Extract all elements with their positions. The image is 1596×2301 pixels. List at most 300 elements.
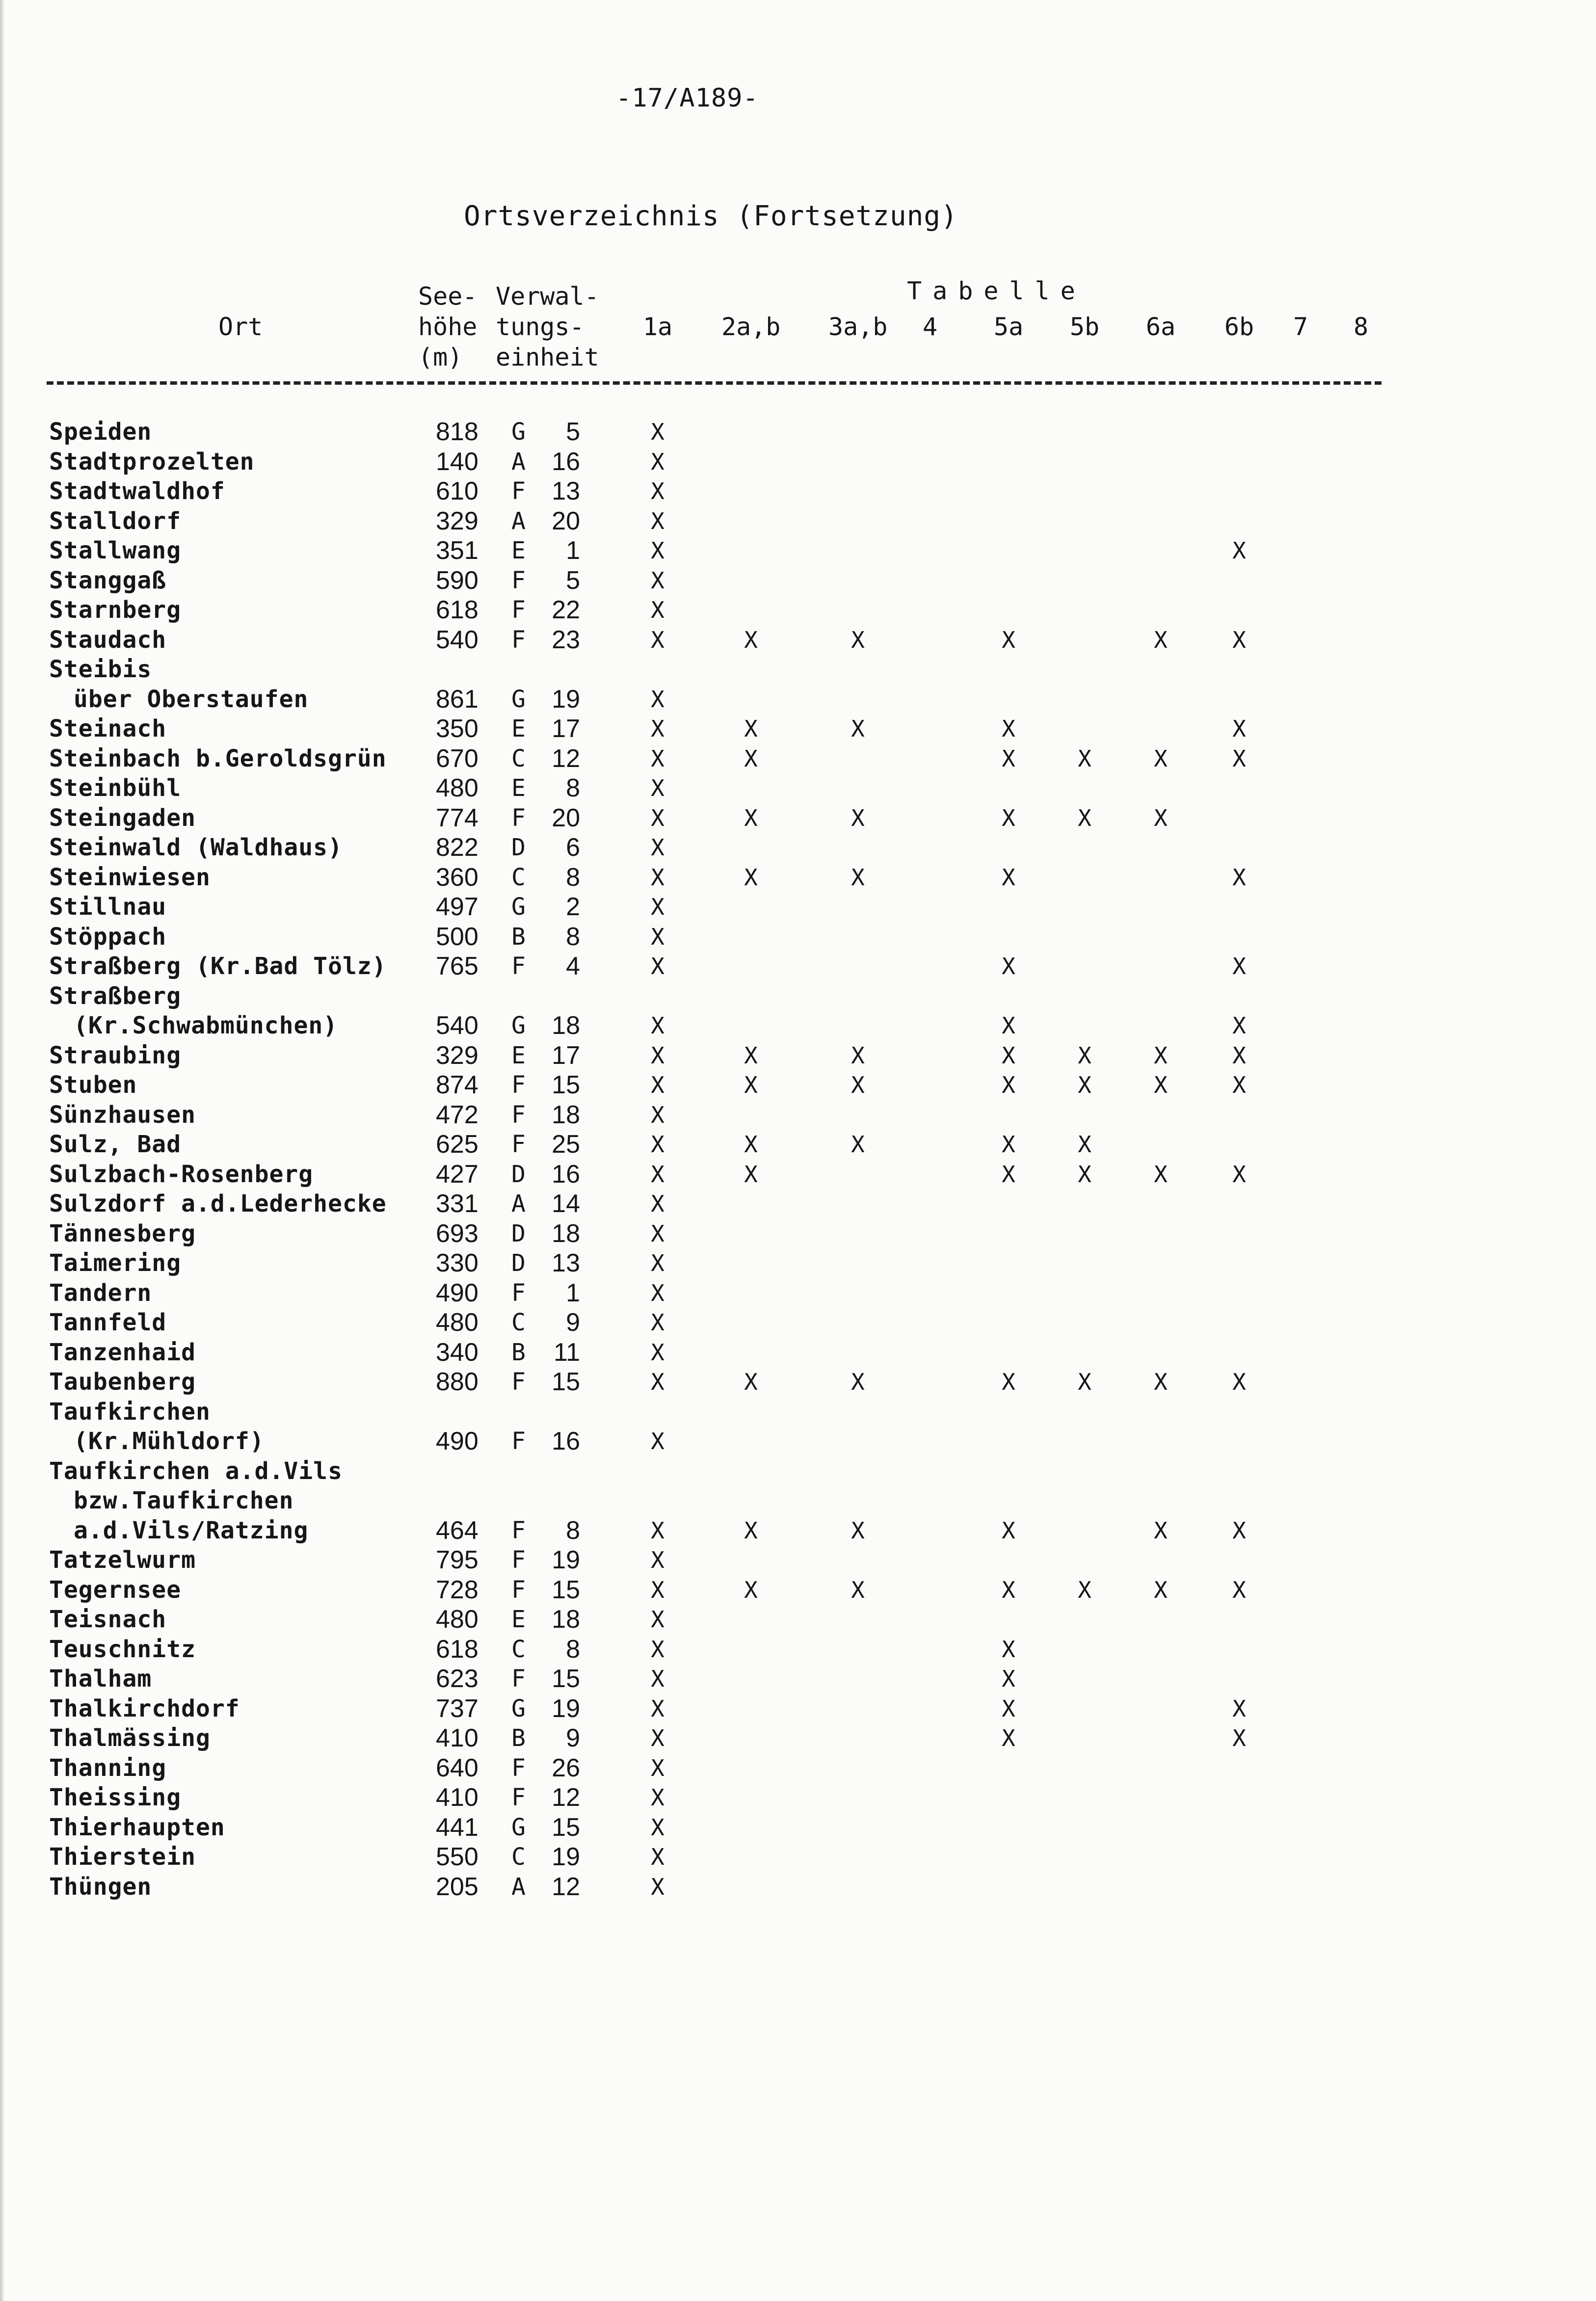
elevation: 590	[436, 566, 479, 595]
elevation: 818	[436, 418, 479, 446]
elevation: 360	[436, 863, 479, 892]
elevation: 427	[436, 1160, 479, 1189]
table-mark-5a: X	[1002, 1012, 1015, 1039]
place-name: Tanzenhaid	[49, 1339, 196, 1366]
place-name: Steibis	[49, 656, 152, 683]
elevation: 822	[436, 833, 479, 862]
admin-number: 16	[552, 1427, 580, 1455]
admin-number: 12	[552, 1783, 580, 1812]
admin-number: 20	[552, 804, 580, 832]
admin-letter: F	[511, 1665, 526, 1693]
admin-number: 12	[552, 744, 580, 773]
table-row	[0, 922, 1596, 952]
admin-number: 23	[552, 626, 580, 654]
admin-letter: C	[511, 1309, 526, 1336]
elevation: 331	[436, 1190, 479, 1218]
table-mark-2ab: X	[744, 1517, 758, 1544]
admin-number: 9	[566, 1724, 580, 1752]
table-row	[0, 1041, 1596, 1070]
table-row	[0, 655, 1596, 684]
table-row	[0, 1278, 1596, 1308]
table-mark-5b: X	[1078, 1369, 1091, 1395]
admin-number: 8	[566, 774, 580, 802]
place-name: Steinach	[49, 715, 167, 742]
table-mark-1a: X	[651, 567, 665, 594]
place-name: Stillnau	[49, 893, 167, 921]
table-mark-6b: X	[1232, 1517, 1246, 1544]
admin-letter: D	[511, 1220, 526, 1247]
table-row	[0, 1635, 1596, 1664]
table-mark-3ab: X	[851, 1072, 865, 1098]
table-mark-5a: X	[1002, 1725, 1015, 1751]
table-row	[0, 1248, 1596, 1278]
table-mark-3ab: X	[851, 1577, 865, 1603]
place-name: Theissing	[49, 1784, 182, 1811]
admin-number: 8	[566, 1635, 580, 1664]
table-row	[0, 1694, 1596, 1723]
elevation: 728	[436, 1576, 479, 1604]
elevation: 880	[436, 1368, 479, 1396]
elevation: 480	[436, 1308, 479, 1337]
table-mark-2ab: X	[744, 805, 758, 831]
table-mark-1a: X	[651, 597, 665, 623]
table-mark-1a: X	[651, 1844, 665, 1870]
elevation: 765	[436, 952, 479, 980]
place-name: Stuben	[49, 1071, 137, 1099]
table-row	[0, 1100, 1596, 1130]
table-mark-1a: X	[651, 1814, 665, 1841]
place-name: Straßberg (Kr.Bad Tölz)	[49, 952, 387, 980]
place-name: Sulzbach-Rosenberg	[49, 1161, 314, 1188]
column-header: 8	[1353, 313, 1369, 341]
table-mark-6b: X	[1232, 715, 1246, 742]
admin-letter: A	[511, 1873, 526, 1901]
place-name: Taufkirchen a.d.Vils	[49, 1457, 343, 1485]
admin-letter: F	[511, 626, 526, 654]
table-row	[0, 1070, 1596, 1100]
elevation: 861	[436, 685, 479, 714]
admin-number: 17	[552, 1041, 580, 1070]
table-mark-1a: X	[651, 1517, 665, 1544]
table-mark-1a: X	[651, 478, 665, 504]
admin-number: 8	[566, 1516, 580, 1545]
table-row	[0, 1783, 1596, 1812]
elevation: 550	[436, 1843, 479, 1871]
table-mark-6a: X	[1154, 745, 1168, 772]
admin-number: 15	[552, 1368, 580, 1396]
admin-letter: F	[511, 1279, 526, 1307]
table-row	[0, 1486, 1596, 1515]
admin-letter: F	[511, 804, 526, 832]
place-name: Stalldorf	[49, 507, 182, 535]
table-mark-3ab: X	[851, 864, 865, 891]
admin-letter: F	[511, 567, 526, 594]
elevation: 774	[436, 804, 479, 832]
table-mark-1a: X	[651, 1250, 665, 1276]
table-row	[0, 952, 1596, 981]
elevation: 350	[436, 714, 479, 743]
table-mark-2ab: X	[744, 864, 758, 891]
table-row	[0, 476, 1596, 506]
table-mark-1a: X	[651, 715, 665, 742]
table-mark-5a: X	[1002, 1042, 1015, 1069]
admin-number: 9	[566, 1308, 580, 1337]
table-mark-2ab: X	[744, 1072, 758, 1098]
table-row	[0, 1723, 1596, 1753]
place-name: Straubing	[49, 1042, 182, 1069]
admin-letter: F	[511, 1131, 526, 1158]
table-row	[0, 1605, 1596, 1634]
table-row	[0, 1545, 1596, 1575]
admin-letter: F	[511, 1754, 526, 1782]
elevation: 329	[436, 507, 479, 535]
table-row	[0, 803, 1596, 833]
table-row	[0, 1813, 1596, 1842]
elevation: 464	[436, 1516, 479, 1545]
table-mark-6b: X	[1232, 953, 1246, 979]
table-mark-1a: X	[651, 1874, 665, 1900]
table-row	[0, 863, 1596, 892]
table-mark-5a: X	[1002, 745, 1015, 772]
table-row	[0, 506, 1596, 536]
elevation: 540	[436, 626, 479, 654]
table-mark-6b: X	[1232, 864, 1246, 891]
admin-letter: C	[511, 1636, 526, 1663]
admin-letter: E	[511, 1606, 526, 1633]
place-name: Steinwald (Waldhaus)	[49, 834, 343, 861]
admin-letter: F	[511, 1428, 526, 1455]
table-row	[0, 447, 1596, 476]
column-header: 6b	[1224, 313, 1254, 341]
admin-letter: G	[511, 1814, 526, 1841]
table-row	[0, 981, 1596, 1011]
elevation: 625	[436, 1130, 479, 1159]
table-mark-1a: X	[651, 834, 665, 861]
elevation: 480	[436, 1605, 479, 1634]
table-mark-1a: X	[651, 508, 665, 534]
admin-number: 15	[552, 1071, 580, 1099]
table-mark-1a: X	[651, 1220, 665, 1247]
table-mark-6a: X	[1154, 1161, 1168, 1188]
table-mark-2ab: X	[744, 715, 758, 742]
table-mark-1a: X	[651, 1606, 665, 1633]
table-mark-5a: X	[1002, 1666, 1015, 1692]
table-mark-1a: X	[651, 1547, 665, 1573]
elevation: 410	[436, 1724, 479, 1752]
table-mark-3ab: X	[851, 1042, 865, 1069]
admin-letter: F	[511, 1368, 526, 1396]
table-row	[0, 1753, 1596, 1783]
place-name: (Kr.Mühldorf)	[74, 1428, 265, 1455]
admin-letter: C	[511, 864, 526, 891]
admin-letter: B	[511, 923, 526, 951]
table-row	[0, 1575, 1596, 1605]
column-header: 7	[1293, 313, 1308, 341]
elevation: 351	[436, 536, 479, 565]
place-name: Taufkirchen	[49, 1398, 211, 1426]
place-name: bzw.Taufkirchen	[74, 1487, 294, 1514]
table-mark-5a: X	[1002, 805, 1015, 831]
admin-number: 1	[566, 1279, 580, 1307]
elevation: 500	[436, 923, 479, 951]
admin-number: 13	[552, 1249, 580, 1277]
table-mark-5b: X	[1078, 1072, 1091, 1098]
place-name: Straßberg	[49, 982, 182, 1010]
admin-letter: G	[511, 893, 526, 921]
admin-letter: A	[511, 1190, 526, 1217]
admin-number: 19	[552, 685, 580, 714]
table-mark-1a: X	[651, 1636, 665, 1663]
admin-number: 17	[552, 714, 580, 743]
table-mark-2ab: X	[744, 1161, 758, 1188]
table-row	[0, 892, 1596, 922]
place-name: Thierhaupten	[49, 1814, 225, 1841]
elevation: 330	[436, 1249, 479, 1277]
admin-number: 19	[552, 1546, 580, 1574]
place-name: Thalkirchdorf	[49, 1695, 240, 1722]
table-mark-6b: X	[1232, 1161, 1246, 1188]
admin-letter: F	[511, 1101, 526, 1129]
admin-letter: D	[511, 834, 526, 861]
table-mark-1a: X	[651, 864, 665, 891]
table-mark-1a: X	[651, 1309, 665, 1336]
table-mark-1a: X	[651, 1666, 665, 1692]
elevation: 480	[436, 774, 479, 802]
column-header: 5b	[1069, 313, 1100, 341]
admin-letter: B	[511, 1339, 526, 1366]
admin-letter: F	[511, 1546, 526, 1574]
admin-number: 18	[552, 1219, 580, 1248]
elevation: 490	[436, 1427, 479, 1455]
table-mark-3ab: X	[851, 715, 865, 742]
table-mark-6b: X	[1232, 1695, 1246, 1722]
table-mark-6a: X	[1154, 1042, 1168, 1069]
table-mark-2ab: X	[744, 1131, 758, 1158]
admin-number: 26	[552, 1754, 580, 1782]
elevation: 737	[436, 1694, 479, 1723]
place-name: Thüngen	[49, 1873, 152, 1901]
place-name: Tegernsee	[49, 1576, 182, 1604]
place-name: (Kr.Schwabmünchen)	[74, 1012, 338, 1039]
place-name: Thierstein	[49, 1843, 196, 1871]
column-header: 6a	[1145, 313, 1176, 341]
table-mark-6b: X	[1232, 1042, 1246, 1069]
table-mark-5a: X	[1002, 1636, 1015, 1663]
admin-number: 16	[552, 1160, 580, 1189]
elevation: 693	[436, 1219, 479, 1248]
table-mark-5a: X	[1002, 1131, 1015, 1158]
table-row	[0, 833, 1596, 862]
elevation: 540	[436, 1011, 479, 1040]
elevation: 618	[436, 1635, 479, 1664]
table-mark-1a: X	[651, 537, 665, 564]
table-mark-5a: X	[1002, 715, 1015, 742]
place-name: Taubenberg	[49, 1368, 196, 1396]
table-mark-6b: X	[1232, 745, 1246, 772]
table-mark-1a: X	[651, 1577, 665, 1603]
table-mark-1a: X	[651, 1784, 665, 1811]
table-row	[0, 685, 1596, 714]
admin-letter: B	[511, 1724, 526, 1752]
table-mark-1a: X	[651, 894, 665, 920]
table-mark-6b: X	[1232, 1072, 1246, 1098]
admin-number: 6	[566, 833, 580, 862]
table-row	[0, 566, 1596, 595]
place-name: Thalmässing	[49, 1724, 211, 1752]
admin-letter: D	[511, 1249, 526, 1277]
table-row	[0, 1189, 1596, 1218]
table-mark-3ab: X	[851, 1517, 865, 1544]
place-name: Tannfeld	[49, 1309, 167, 1336]
table-mark-2ab: X	[744, 1577, 758, 1603]
place-name: Stadtwaldhof	[49, 477, 225, 505]
table-mark-5b: X	[1078, 1042, 1091, 1069]
table-row	[0, 1842, 1596, 1872]
admin-number: 2	[566, 893, 580, 921]
table-mark-6a: X	[1154, 1072, 1168, 1098]
table-mark-2ab: X	[744, 1042, 758, 1069]
admin-number: 22	[552, 596, 580, 624]
table-mark-1a: X	[651, 924, 665, 950]
table-mark-6a: X	[1154, 805, 1168, 831]
admin-letter: F	[511, 1784, 526, 1811]
admin-number: 8	[566, 923, 580, 951]
admin-letter: F	[511, 952, 526, 980]
header-seehoehe: See- höhe (m)	[418, 282, 478, 371]
elevation: 610	[436, 477, 479, 505]
elevation: 640	[436, 1754, 479, 1782]
place-name: Taimering	[49, 1249, 182, 1277]
table-row	[0, 1516, 1596, 1545]
place-name: Steinbühl	[49, 774, 182, 802]
place-name: Thanning	[49, 1754, 167, 1782]
admin-number: 8	[566, 863, 580, 892]
place-name: Sünzhausen	[49, 1101, 196, 1129]
place-name: Tännesberg	[49, 1220, 196, 1247]
table-mark-1a: X	[651, 805, 665, 831]
admin-number: 19	[552, 1843, 580, 1871]
place-name: Steinwiesen	[49, 864, 211, 891]
elevation: 497	[436, 893, 479, 921]
table-row	[0, 417, 1596, 447]
table-row	[0, 625, 1596, 655]
table-mark-1a: X	[651, 1042, 665, 1069]
admin-letter: A	[511, 448, 526, 476]
table-mark-6a: X	[1154, 1517, 1168, 1544]
table-mark-6a: X	[1154, 1577, 1168, 1603]
elevation: 140	[436, 448, 479, 476]
table-mark-5a: X	[1002, 1369, 1015, 1395]
elevation: 205	[436, 1873, 479, 1901]
place-name: Thalham	[49, 1665, 152, 1693]
elevation: 441	[436, 1813, 479, 1842]
admin-number: 25	[552, 1130, 580, 1159]
table-row	[0, 1397, 1596, 1427]
table-mark-5a: X	[1002, 1072, 1015, 1098]
admin-letter: C	[511, 745, 526, 772]
elevation: 410	[436, 1783, 479, 1812]
table-row	[0, 1219, 1596, 1248]
table-row	[0, 714, 1596, 743]
admin-letter: F	[511, 1576, 526, 1604]
place-name: Tatzelwurm	[49, 1546, 196, 1574]
table-row	[0, 1011, 1596, 1040]
elevation: 623	[436, 1665, 479, 1693]
table-mark-5b: X	[1078, 1131, 1091, 1158]
table-mark-1a: X	[651, 1725, 665, 1751]
table-mark-5b: X	[1078, 1577, 1091, 1603]
page-number: -17/A189-	[616, 83, 759, 113]
elevation: 340	[436, 1338, 479, 1367]
place-name: Stanggaß	[49, 567, 167, 594]
elevation: 874	[436, 1071, 479, 1099]
admin-number: 14	[552, 1190, 580, 1218]
table-mark-1a: X	[651, 1190, 665, 1217]
table-mark-1a: X	[651, 1280, 665, 1306]
place-name: Stöppach	[49, 923, 167, 951]
place-name: Speiden	[49, 418, 152, 446]
table-mark-1a: X	[651, 1072, 665, 1098]
elevation: 329	[436, 1041, 479, 1070]
table-mark-5a: X	[1002, 953, 1015, 979]
table-row	[0, 773, 1596, 803]
table-mark-2ab: X	[744, 627, 758, 653]
table-mark-2ab: X	[744, 745, 758, 772]
admin-letter: F	[511, 477, 526, 505]
table-row	[0, 1427, 1596, 1456]
table-mark-1a: X	[651, 1102, 665, 1128]
place-name: Tandern	[49, 1279, 152, 1307]
table-mark-3ab: X	[851, 805, 865, 831]
header-verwaltungseinheit: Verwal- tungs- einheit	[496, 282, 599, 371]
table-mark-1a: X	[651, 1695, 665, 1722]
admin-letter: A	[511, 507, 526, 535]
table-row	[0, 1664, 1596, 1693]
table-mark-3ab: X	[851, 1369, 865, 1395]
table-mark-1a: X	[651, 1369, 665, 1395]
header-ort: Ort	[218, 313, 263, 341]
table-mark-5a: X	[1002, 1517, 1015, 1544]
table-row	[0, 744, 1596, 773]
admin-letter: G	[511, 686, 526, 713]
admin-number: 4	[566, 952, 580, 980]
admin-number: 18	[552, 1605, 580, 1634]
table-mark-1a: X	[651, 1161, 665, 1188]
table-mark-1a: X	[651, 1428, 665, 1455]
admin-number: 5	[566, 566, 580, 595]
admin-number: 12	[552, 1873, 580, 1901]
table-row	[0, 1160, 1596, 1189]
place-name: Steingaden	[49, 804, 196, 832]
table-row	[0, 595, 1596, 625]
table-row	[0, 1130, 1596, 1159]
admin-letter: F	[511, 596, 526, 624]
table-mark-6b: X	[1232, 1577, 1246, 1603]
admin-number: 16	[552, 448, 580, 476]
table-row	[0, 536, 1596, 565]
header-tabelle: Tabelle	[907, 277, 1086, 305]
table-mark-1a: X	[651, 1339, 665, 1366]
table-mark-6a: X	[1154, 627, 1168, 653]
admin-letter: F	[511, 1517, 526, 1544]
place-name: Starnberg	[49, 596, 182, 624]
column-header: 4	[922, 313, 938, 341]
admin-number: 19	[552, 1694, 580, 1723]
elevation: 795	[436, 1546, 479, 1574]
table-mark-3ab: X	[851, 1131, 865, 1158]
admin-number: 1	[566, 536, 580, 565]
table-mark-5a: X	[1002, 1161, 1015, 1188]
